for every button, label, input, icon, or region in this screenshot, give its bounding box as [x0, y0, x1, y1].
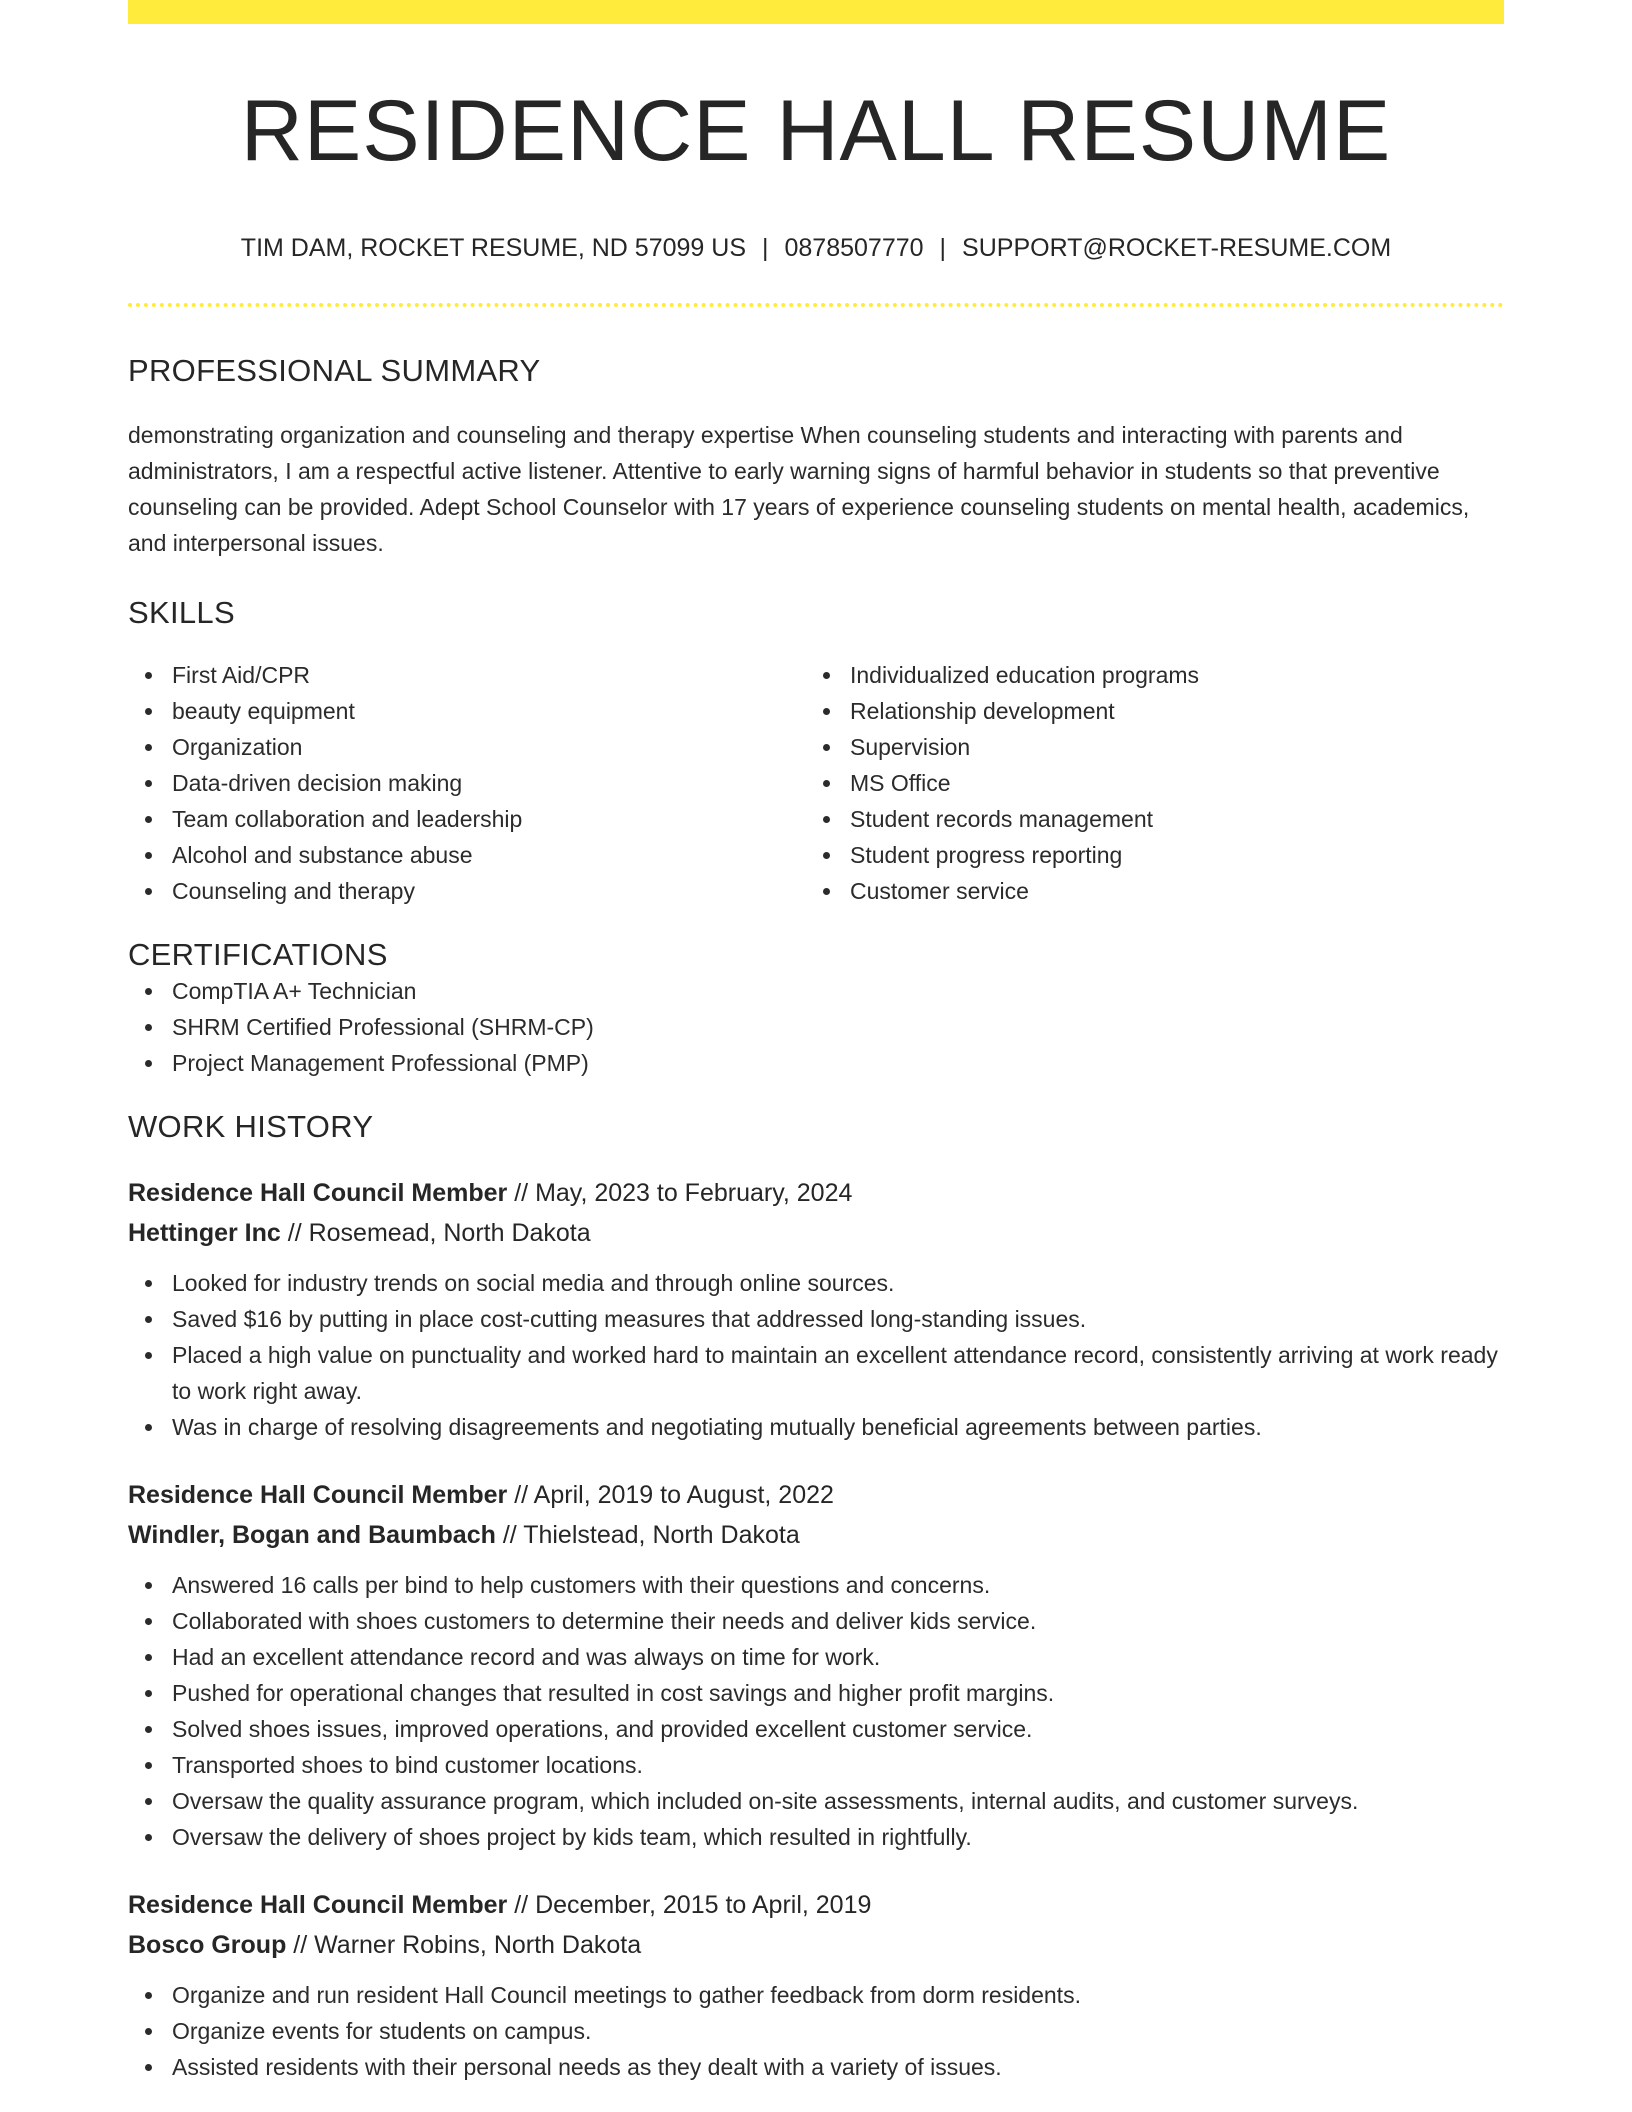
certification-item: SHRM Certified Professional (SHRM-CP)	[128, 1009, 1504, 1045]
skill-item: Relationship development	[806, 693, 1484, 729]
job-dates: // May, 2023 to February, 2024	[507, 1178, 853, 1207]
skill-item: MS Office	[806, 765, 1484, 801]
summary-section	[128, 353, 1504, 561]
skill-item: Individualized education programs	[806, 657, 1484, 693]
job-bullet: Was in charge of resolving disagreements and negotiating mutually beneficial agreements between parties.	[128, 1409, 1504, 1445]
job-entry	[128, 1885, 1504, 2085]
job-bullet: Oversaw the delivery of shoes project by kids team, which resulted in rightfully.	[128, 1819, 1504, 1855]
job-bullet: Pushed for operational changes that resulted in cost savings and higher profit margins.	[128, 1675, 1504, 1711]
job-bullet: Answered 16 calls per bind to help customers with their questions and concerns.	[128, 1567, 1504, 1603]
job-bullet: Organize and run resident Hall Council meetings to gather feedback from dorm residents.	[128, 1977, 1504, 2013]
job-location: // Warner Robins, North Dakota	[286, 1930, 642, 1959]
job-title: Residence Hall Council Member	[128, 1890, 508, 1919]
skill-item: Team collaboration and leadership	[128, 801, 806, 837]
job-company-line	[128, 1213, 1504, 1253]
job-bullet: Placed a high value on punctuality and worked hard to maintain an excellent attendance record, consistently arriving at work ready to work right away.	[128, 1337, 1504, 1409]
skill-item: Student progress reporting	[806, 837, 1484, 873]
skill-item: Data-driven decision making	[128, 765, 806, 801]
job-bullet: Assisted residents with their personal needs as they dealt with a variety of issues.	[128, 2049, 1504, 2085]
skills-heading: SKILLS	[128, 594, 235, 630]
summary-text: demonstrating organization and counseling and therapy expertise When counseling students and interacting with parents and administrators, I am a respectful active listener. Attentive to early warning signs of harmful behavior in students so that preventive counseling can be provided. Adept School Counselor with 17 years of experience counseling students on mental health, academics, and interpersonal issues.	[128, 421, 1470, 556]
contact-line	[128, 233, 1504, 263]
skill-item: Supervision	[806, 729, 1484, 765]
job-bullets	[128, 1567, 1504, 1855]
work-history-heading: WORK HISTORY	[128, 1108, 374, 1144]
job-bullet: Collaborated with shoes customers to determine their needs and deliver kids service.	[128, 1603, 1504, 1639]
skills-section	[128, 595, 1504, 909]
certifications-section	[128, 937, 1504, 1081]
skill-item: Counseling and therapy	[128, 873, 806, 909]
job-bullet: Oversaw the quality assurance program, which included on-site assessments, internal audits, and customer surveys.	[128, 1783, 1504, 1819]
job-bullet: Organize events for students on campus.	[128, 2013, 1504, 2049]
contact-address: TIM DAM, ROCKET RESUME, ND 57099 US	[240, 233, 746, 262]
contact-separator: |	[939, 233, 947, 262]
certifications-heading: CERTIFICATIONS	[128, 936, 388, 972]
job-title-line	[128, 1475, 1504, 1515]
skill-item: Organization	[128, 729, 806, 765]
skill-item: beauty equipment	[128, 693, 806, 729]
job-title-line	[128, 1173, 1504, 1213]
resume-title: RESIDENCE HALL RESUME	[240, 83, 1392, 179]
job-title-line	[128, 1885, 1504, 1925]
job-bullets	[128, 1977, 1504, 2085]
certification-item: Project Management Professional (PMP)	[128, 1045, 1504, 1081]
job-dates: // April, 2019 to August, 2022	[507, 1480, 834, 1509]
job-bullet: Solved shoes issues, improved operations, and provided excellent customer service.	[128, 1711, 1504, 1747]
job-title: Residence Hall Council Member	[128, 1178, 508, 1207]
top-accent-bar	[128, 0, 1504, 24]
job-bullet: Had an excellent attendance record and was always on time for work.	[128, 1639, 1504, 1675]
summary-heading: PROFESSIONAL SUMMARY	[128, 352, 541, 388]
job-company: Windler, Bogan and Baumbach	[128, 1520, 496, 1549]
job-bullet: Looked for industry trends on social media and through online sources.	[128, 1265, 1504, 1301]
job-entry	[128, 1173, 1504, 1445]
job-dates: // December, 2015 to April, 2019	[507, 1890, 872, 1919]
work-history-section	[128, 1109, 1504, 2085]
certification-item: CompTIA A+ Technician	[128, 973, 1504, 1009]
job-bullets	[128, 1265, 1504, 1445]
job-entry	[128, 1475, 1504, 1855]
resume-page	[128, 0, 1504, 2085]
job-company: Bosco Group	[128, 1930, 287, 1959]
skills-list-left	[128, 657, 806, 909]
skill-item: Student records management	[806, 801, 1484, 837]
job-bullet: Saved $16 by putting in place cost-cutting measures that addressed long-standing issues.	[128, 1301, 1504, 1337]
skill-item: First Aid/CPR	[128, 657, 806, 693]
contact-phone: 0878507770	[784, 233, 924, 262]
job-company-line	[128, 1515, 1504, 1555]
skills-list-right	[806, 657, 1484, 909]
job-bullet: Transported shoes to bind customer locations.	[128, 1747, 1504, 1783]
contact-email: SUPPORT@ROCKET-RESUME.COM	[962, 233, 1392, 262]
job-location: // Rosemead, North Dakota	[280, 1218, 591, 1247]
skills-columns	[128, 657, 1504, 909]
job-title: Residence Hall Council Member	[128, 1480, 508, 1509]
job-company-line	[128, 1925, 1504, 1965]
job-location: // Thielstead, North Dakota	[495, 1520, 800, 1549]
contact-separator: |	[762, 233, 769, 262]
dotted-divider	[128, 303, 1504, 307]
skill-item: Alcohol and substance abuse	[128, 837, 806, 873]
skill-item: Customer service	[806, 873, 1484, 909]
job-company: Hettinger Inc	[128, 1218, 281, 1247]
certifications-list	[128, 973, 1504, 1081]
